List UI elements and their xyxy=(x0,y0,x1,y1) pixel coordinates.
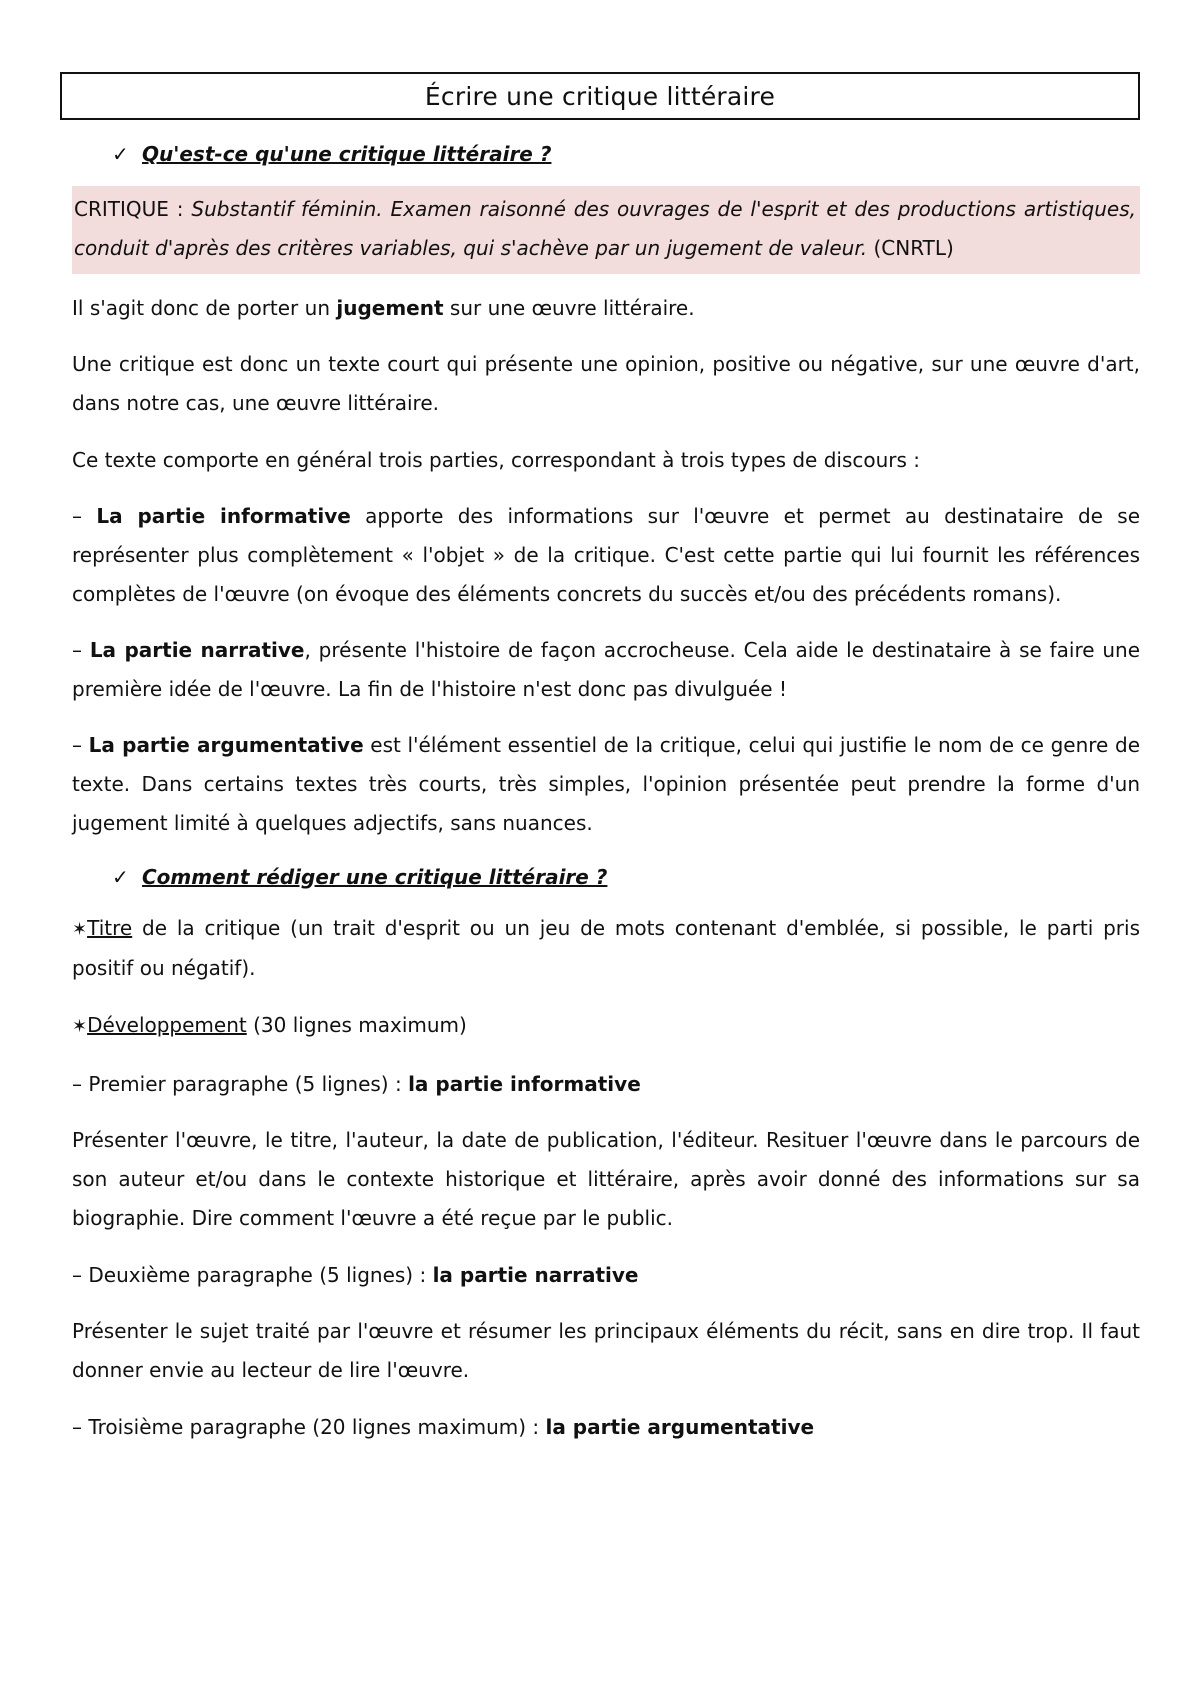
definition-box xyxy=(72,186,1140,274)
item-label: Titre xyxy=(87,916,133,940)
part-label: La partie informative xyxy=(96,504,351,528)
paragraph-3-lead xyxy=(72,1407,1140,1447)
section-heading-howto xyxy=(112,865,1140,889)
paragraph-bold: la partie narrative xyxy=(432,1263,639,1287)
intro-paragraph-parts: Ce texte comporte en général trois parties, correspondant à trois types de discours : xyxy=(72,448,921,472)
checkmark-icon: ✓ xyxy=(112,865,129,889)
definition-term: CRITIQUE : xyxy=(74,197,192,221)
part-argumentative xyxy=(72,726,1140,843)
item-text: de la critique (un trait d'esprit ou un jeu de mots contenant d'emblée, si possible, le parti pris positif ou négatif). xyxy=(72,916,1140,980)
star-icon: ✶ xyxy=(72,1016,88,1037)
intro-text: Il s'agit donc de porter un xyxy=(72,296,337,320)
intro-bold-keyword: jugement xyxy=(336,296,444,320)
part-text: est l'élément essentiel de la critique, celui qui justifie le nom de ce genre de texte. Dans certains textes très courts, très simples, l'opinion présentée peut prendre la forme d'un jugement limité à quelques adjectifs, sans nuances. xyxy=(72,733,1140,835)
section-heading-definition xyxy=(112,142,1140,166)
intro-text-end: sur une œuvre littéraire. xyxy=(443,296,695,320)
part-label: La partie narrative xyxy=(89,638,305,662)
paragraph-1-lead xyxy=(72,1064,1140,1104)
paragraph-bold: la partie argumentative xyxy=(545,1415,815,1439)
intro-paragraph-judgement xyxy=(72,288,1140,328)
part-label: La partie argumentative xyxy=(88,733,364,757)
paragraph-lead: – Premier paragraphe (5 lignes) : xyxy=(72,1072,409,1096)
paragraph-1-body: Présenter l'œuvre, le titre, l'auteur, la date de publication, l'éditeur. Resituer l'œuvre dans le parcours de son auteur et/ou dans le contexte historique et littéraire, après avoir donné des informations sur sa biographie. Dire comment l'œuvre a été reçue par le public. xyxy=(72,1128,1140,1230)
dash: – xyxy=(72,638,90,662)
dash: – xyxy=(72,504,97,528)
item-titre xyxy=(72,909,1140,988)
item-developpement xyxy=(72,1005,1140,1047)
section-heading-text: Qu'est-ce qu'une critique littéraire ? xyxy=(142,142,552,166)
intro-paragraph-definition: Une critique est donc un texte court qui présente une opinion, positive ou négative, sur une œuvre d'art, dans notre cas, une œuvre littéraire. xyxy=(72,352,1140,415)
paragraph-bold: la partie informative xyxy=(408,1072,641,1096)
star-icon: ✶ xyxy=(72,919,88,940)
item-label: Développement xyxy=(87,1013,247,1037)
paragraph-lead: – Deuxième paragraphe (5 lignes) : xyxy=(72,1263,433,1287)
dash: – xyxy=(72,733,89,757)
definition-source: (CNRTL) xyxy=(867,236,954,260)
paragraph-2-lead xyxy=(72,1255,1140,1295)
part-text: apporte des informations sur l'œuvre et permet au destinataire de se représenter plus complètement « l'objet » de la critique. C'est cette partie qui lui fournit les références complètes de l'œuvre (on évoque des éléments concrets du succès et/ou des précédents romans). xyxy=(72,504,1141,606)
item-text: (30 lignes maximum) xyxy=(246,1013,467,1037)
page-title: Écrire une critique littéraire xyxy=(60,72,1140,120)
paragraph-lead: – Troisième paragraphe (20 lignes maximum) : xyxy=(72,1415,546,1439)
definition-text: Substantif féminin. Examen raisonné des ouvrages de l'esprit et des productions artistiques, conduit d'après des critères variables, qui s'achève par un jugement de valeur. xyxy=(74,197,1136,260)
paragraph-2-body: Présenter le sujet traité par l'œuvre et résumer les principaux éléments du récit, sans en dire trop. Il faut donner envie au lecteur de lire l'œuvre. xyxy=(72,1319,1140,1382)
section-heading-text: Comment rédiger une critique littéraire ? xyxy=(142,865,608,889)
part-narrative xyxy=(72,631,1140,709)
part-text: , présente l'histoire de façon accrocheuse. Cela aide le destinataire à se faire une première idée de l'œuvre. La fin de l'histoire n'est donc pas divulguée ! xyxy=(72,638,1141,701)
part-informative xyxy=(72,497,1140,614)
checkmark-icon: ✓ xyxy=(112,142,129,166)
